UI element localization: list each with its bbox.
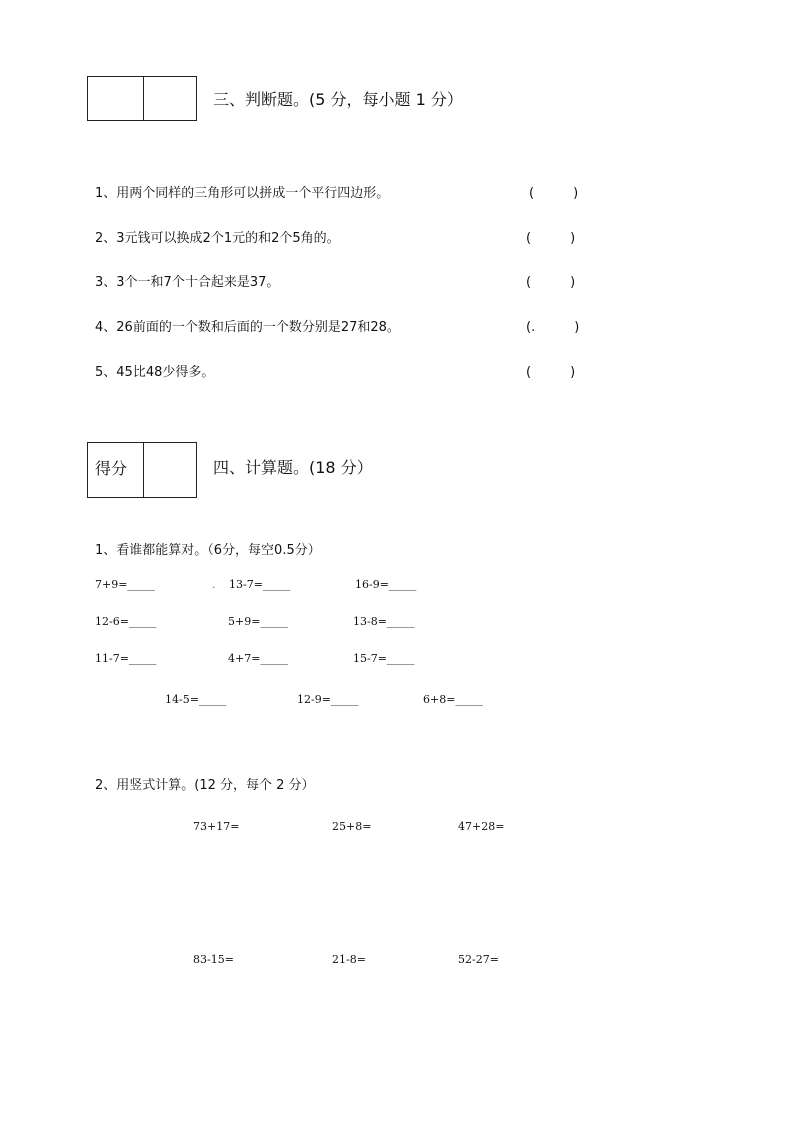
calc-item[interactable]: 12-9=_____ [297,693,359,706]
judge-item-4: 4、26前面的一个数和后面的一个数分别是27和28。 [95,320,400,335]
vertical-calc-subtitle: 2、用竖式计算。(12 分，每个 2 分） [95,778,315,793]
judge-item-3: 3、3个一和7个十合起来是37。 [95,275,280,290]
calc-item[interactable]: 15-7=_____ [353,652,415,665]
vertical-calc-item[interactable]: 52-27= [458,953,499,966]
calc-item[interactable]: 7+9=_____ [95,578,155,591]
score-box-section3 [87,76,197,121]
score-label: 得分 [95,459,128,478]
calc-item[interactable]: 13-7=_____ [229,578,291,591]
calc-item[interactable]: 14-5=_____ [165,693,227,706]
calc-item[interactable]: 4+7=_____ [228,652,288,665]
vertical-calc-item[interactable]: 21-8= [332,953,366,966]
calc-item[interactable]: 12-6=_____ [95,615,157,628]
calc-item[interactable]: 5+9=_____ [228,615,288,628]
calc-item[interactable]: 6+8=_____ [423,693,483,706]
vertical-calc-item[interactable]: 47+28= [458,820,505,833]
calc-item[interactable]: 11-7=_____ [95,652,157,665]
stray-dot-mark: . [212,578,216,591]
vertical-calc-item[interactable]: 83-15= [193,953,234,966]
section4-title: 四、计算题。(18 分） [213,458,373,477]
score-box-divider [143,443,144,497]
section3-title: 三、判断题。(5 分，每小题 1 分） [213,90,463,109]
judge-item-5: 5、45比48少得多。 [95,365,215,380]
vertical-calc-item[interactable]: 73+17= [193,820,240,833]
judge-item-2: 2、3元钱可以换成2个1元的和2个5角的。 [95,231,340,246]
score-box-section4 [87,442,197,498]
judge-item-1: 1、用两个同样的三角形可以拼成一个平行四边形。 [95,186,390,201]
answer-paren-4[interactable]: (. ) [526,320,580,335]
answer-paren-5[interactable]: ( ) [526,365,576,380]
answer-paren-2[interactable]: ( ) [526,231,576,246]
answer-paren-3[interactable]: ( ) [526,275,576,290]
calc-item[interactable]: 16-9=_____ [355,578,417,591]
answer-paren-1[interactable]: ( ) [529,186,579,201]
calc-item[interactable]: 13-8=_____ [353,615,415,628]
score-box-divider [143,77,144,120]
vertical-calc-item[interactable]: 25+8= [332,820,372,833]
calc-subtitle: 1、看谁都能算对。（6分，每空0.5分） [95,543,321,558]
